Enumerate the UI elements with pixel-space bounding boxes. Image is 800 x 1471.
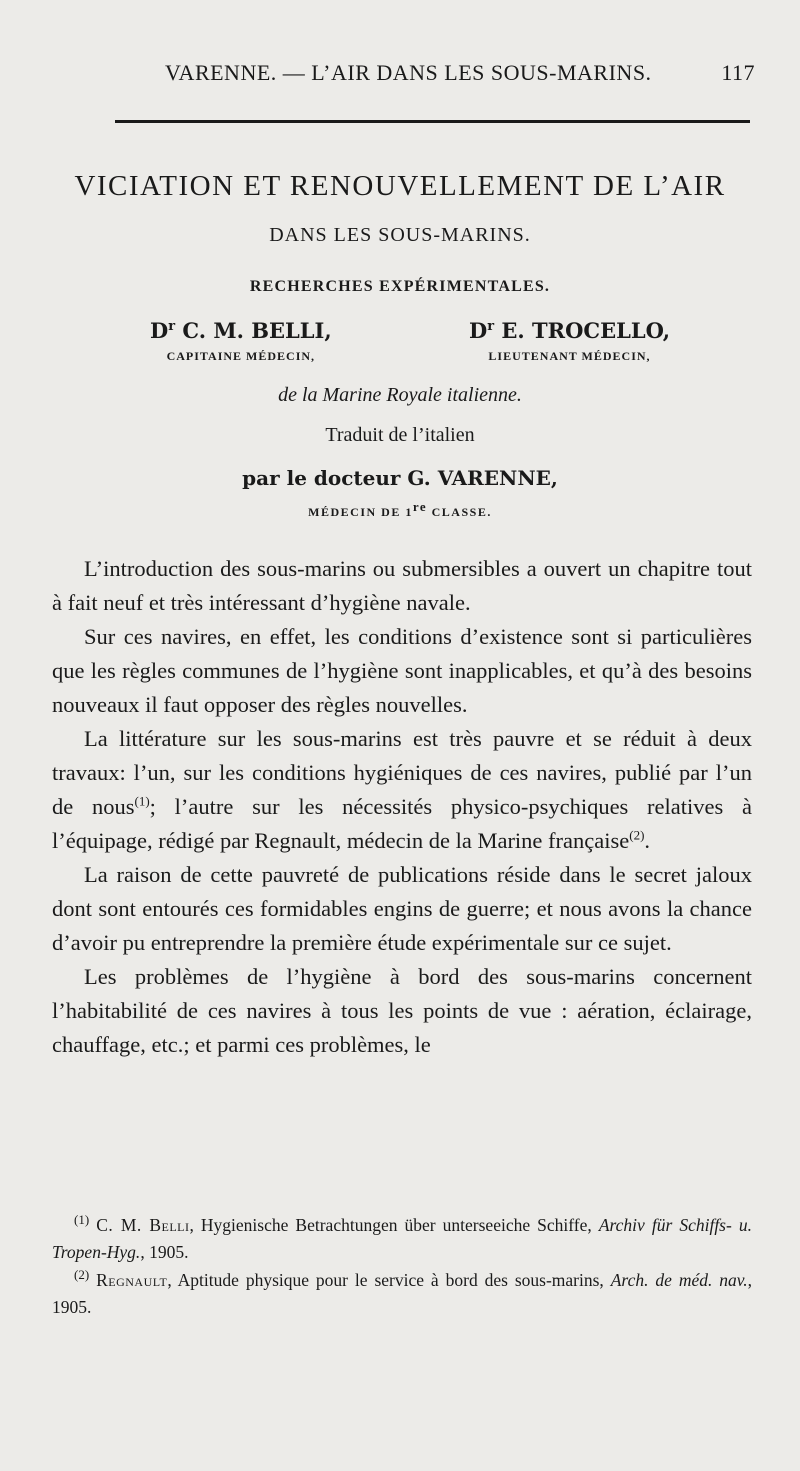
author-1-prefix: D (150, 318, 169, 343)
footnote-2 (52, 1267, 752, 1321)
author-2-prefix: D (468, 318, 488, 343)
author-2-name (469, 318, 670, 343)
header-rule (115, 120, 750, 123)
footnote-2-year: , 1905. (52, 1270, 752, 1317)
paragraph-3 (52, 722, 752, 858)
paragraph-1: L’introduction des sous-marins ou submersibles a ouvert un chapitre tout à fait neuf et très intéressant d’hygiène navale. (52, 556, 752, 615)
author-2-rank: LIEUTENANT MÉDECIN, (488, 349, 651, 363)
translator-rank-b: CLASSE. (427, 505, 492, 519)
footnote-1-journal: Archiv für Schiffs- u. Tropen-Hyg. (52, 1215, 752, 1262)
author-1-name-text: C. M. BELLI, (175, 318, 332, 343)
paragraph-3-part-b: ; l’autre sur les nécessités physico-psychiques relatives à l’équipage, rédigé par Regnault, médecin de la Marine française (52, 794, 753, 853)
author-2-prefix-sup: r (487, 319, 495, 334)
running-title: VARENNE. — L’AIR DANS LES SOUS-MARINS. (165, 60, 652, 85)
author-1-name (150, 318, 332, 343)
author-block (150, 318, 670, 364)
footnote-1 (52, 1212, 752, 1266)
translator-rank-sup: re (412, 499, 428, 514)
author-1-rank: CAPITAINE MÉDECIN, (166, 349, 316, 363)
page-number: 117 (721, 60, 755, 85)
footnote-2-journal: Arch. de méd. nav. (610, 1270, 748, 1290)
translator: par le docteur G. VARENNE, (242, 466, 558, 490)
footnote-1-mark: (1) (74, 1212, 90, 1228)
translated-from: Traduit de l’italien (325, 424, 475, 446)
translator-rank-a: MÉDECIN DE 1 (308, 505, 413, 519)
author-2-name-text: E. TROCELLO, (494, 318, 670, 343)
article-kicker: RECHERCHES EXPÉRIMENTALES. (249, 278, 551, 295)
paragraph-5: Les problèmes de l’hygiène à bord des sous-marins concernent l’habitabilité de ces navires à tous les points de vue : aération, éclairage, chauffage, etc.; et parmi ces problèmes, le (52, 964, 752, 1057)
author-1 (150, 318, 332, 364)
footnote-1-year: , 1905. (140, 1242, 189, 1262)
article-title: VICIATION ET RENOUVELLEMENT DE L’AIR (74, 170, 726, 202)
footnote-1-text: , Hygienische Betrachtungen über unterseeiche Schiffe, (189, 1215, 599, 1235)
body-text (52, 552, 752, 1062)
footnote-2-text: , Aptitude physique pour le service à bord des sous-marins, (167, 1270, 611, 1290)
footnote-1-author: C. M. Belli (96, 1215, 190, 1235)
page-header (115, 60, 755, 86)
paragraph-3-part-c: . (644, 828, 651, 853)
paragraph-2: Sur ces navires, en effet, les conditions d’existence sont si particulières que les règles communes de l’hygiène sont inapplicables, et qu’à des besoins nouveaux il faut opposer des règles nouvelles. (52, 624, 752, 717)
footnote-2-mark: (2) (74, 1267, 90, 1283)
article-subtitle: DANS LES SOUS-MARINS. (269, 224, 531, 246)
affiliation: de la Marine Royale italienne. (278, 384, 522, 406)
translator-rank (0, 499, 800, 520)
author-1-prefix-sup: r (168, 319, 176, 334)
paragraph-4: La raison de cette pauvreté de publications réside dans le secret jaloux dont sont entourés ces formidables engins de guerre; et nous avons la chance d’avoir pu entreprendre la première étude expérimentale sur ce sujet. (52, 862, 752, 955)
paragraph-3-part-a: La littérature sur les sous-marins est très pauvre et se réduit à deux travaux: l’un, sur les conditions hygiéniques de ces navires, publié par l’un de nous (52, 726, 752, 819)
footnote-ref-1[interactable]: (1) (134, 793, 150, 809)
footnotes (52, 1212, 752, 1322)
author-2 (469, 318, 670, 364)
footnote-ref-2[interactable]: (2) (629, 827, 645, 843)
footnote-2-author: Regnault (96, 1270, 168, 1290)
